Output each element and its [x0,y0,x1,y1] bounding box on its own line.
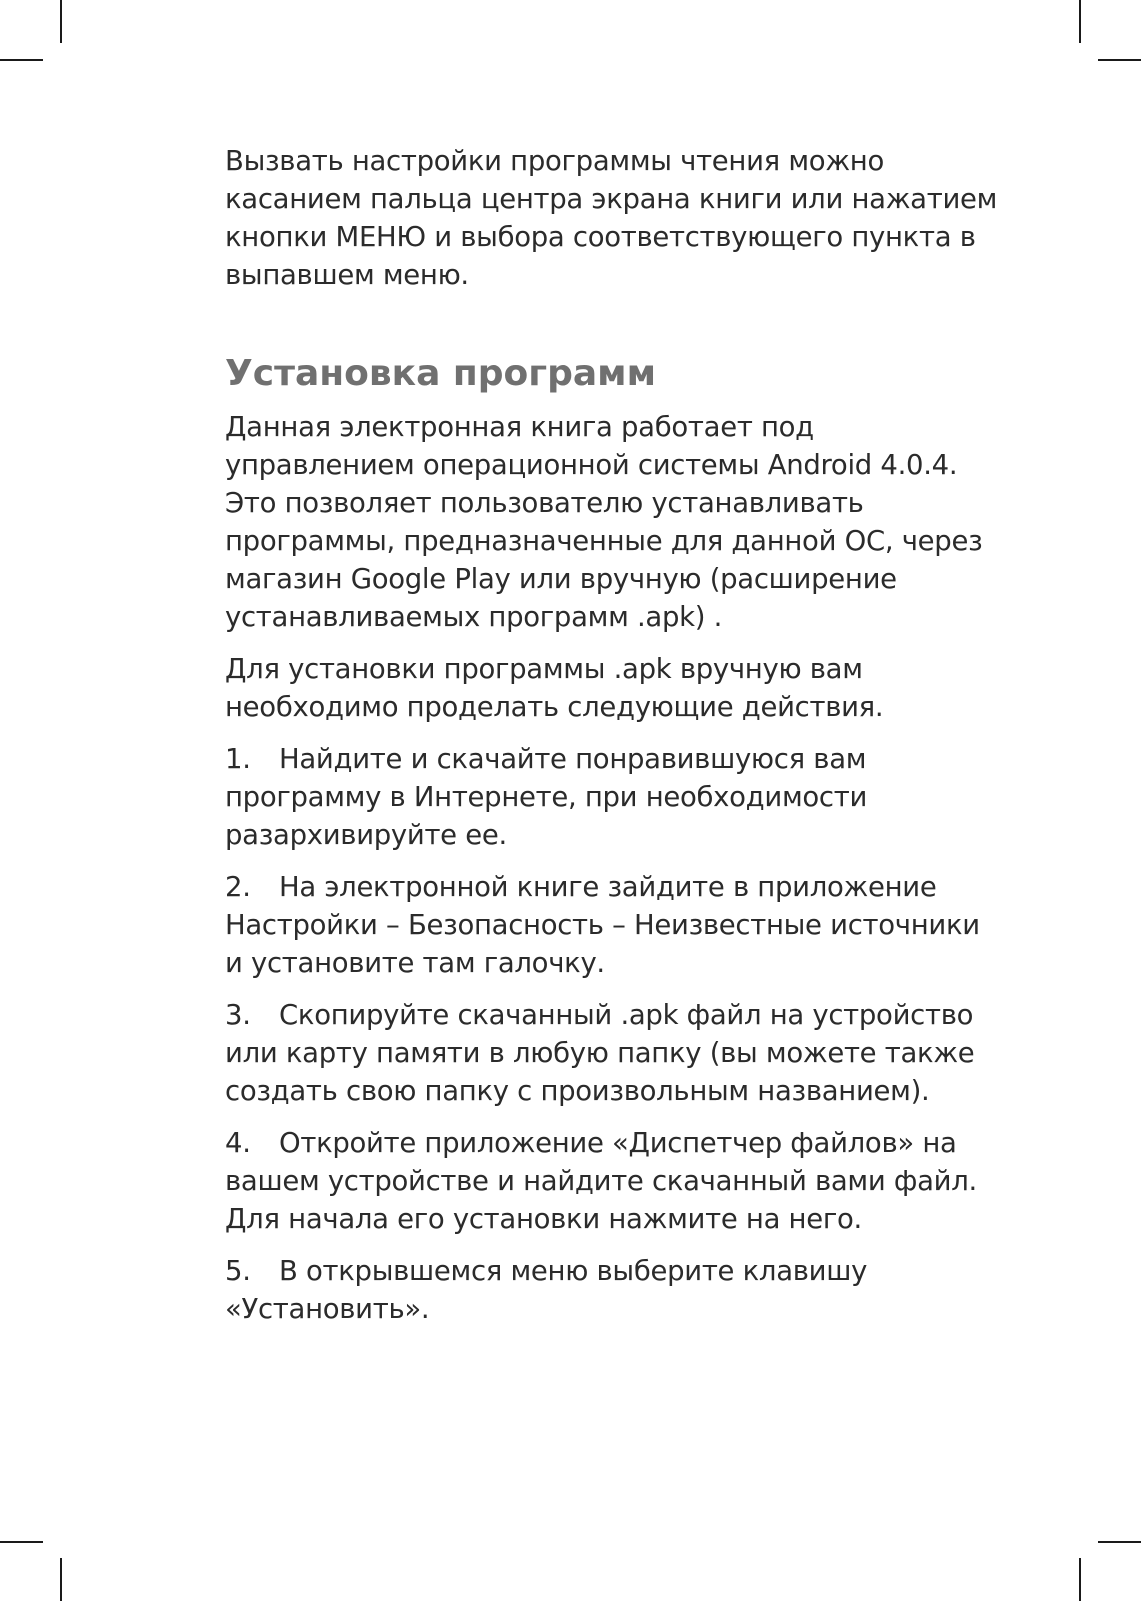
crop-mark-bottom-left-horizontal [0,1541,43,1543]
step-number: 2. [225,871,251,903]
step-text: В открывшемся меню выберите клавишу «Установить». [225,1255,868,1325]
step-text: На электронной книге зайдите в приложение Настройки – Безопасность – Неизвестные источники и установите там галочку. [225,871,980,979]
step-text: Откройте приложение «Диспетчер файлов» на вашем устройстве и найдите скачанный вами файл. Для начала его установки нажмите на него. [225,1127,977,1235]
page-content [225,142,1005,1328]
step-item [225,1252,1005,1328]
crop-mark-bottom-right-vertical [1079,1558,1081,1601]
step-number: 4. [225,1127,251,1159]
section-paragraph-apk: Для установки программы .apk вручную вам необходимо проделать следующие действия. [225,653,884,723]
step-item [225,1124,1005,1238]
section-paragraph-android: Данная электронная книга работает под управлением операционной системы Android 4.0.4. Это позволяет пользователю устанавливать программы, предназначенные для данной ОС, через магазин Google Play или вручную (расширение устанавливаемых программ .apk) . [225,411,983,633]
step-text: Найдите и скачайте понравившуюся вам программу в Интернете, при необходимости разархивируйте ее. [225,743,868,851]
crop-mark-top-right-vertical [1079,0,1081,43]
section-heading: Установка программ [225,353,656,394]
crop-mark-top-left-horizontal [0,59,43,61]
step-number: 1. [225,743,251,775]
crop-mark-bottom-left-vertical [60,1558,62,1601]
steps-list [225,740,1005,1328]
crop-mark-bottom-right-horizontal [1098,1541,1141,1543]
step-text: Скопируйте скачанный .apk файл на устройство или карту памяти в любую папку (вы можете также создать свою папку с произвольным названием). [225,999,975,1107]
crop-mark-top-left-vertical [60,0,62,43]
intro-paragraph: Вызвать настройки программы чтения можно касанием пальца центра экрана книги или нажатием кнопки МЕНЮ и выбора соответствующего пункта в выпавшем меню. [225,145,998,291]
step-number: 3. [225,999,251,1031]
crop-mark-top-right-horizontal [1098,59,1141,61]
step-item [225,868,1005,982]
step-item [225,996,1005,1110]
step-item [225,740,1005,854]
step-number: 5. [225,1255,251,1287]
